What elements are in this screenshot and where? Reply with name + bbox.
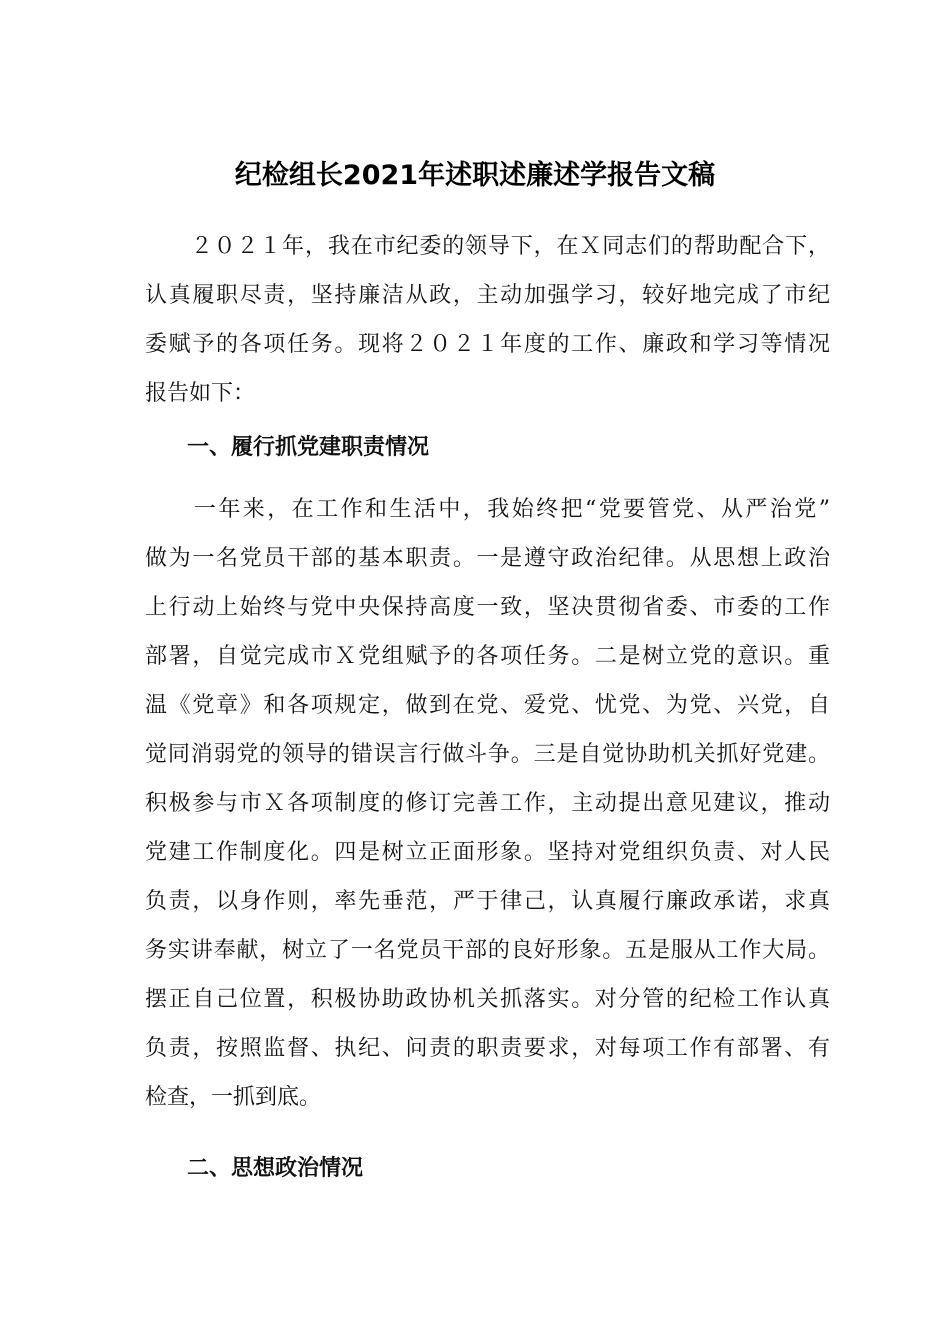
section1-line: 部署，自觉完成市Ｘ党组赋予的各项任务。二是树立党的意识。重 (145, 644, 830, 669)
section-heading-1: 一、履行抓党建职责情况 (187, 434, 430, 460)
document-title: 纪检组长2021年述职述廉述学报告文稿 (234, 160, 716, 191)
section1-line: 党建工作制度化。四是树立正面形象。坚持对党组织负责、对人民 (145, 840, 830, 865)
section1-line: 一年来，在工作和生活中，我始终把“党要管党、从严治党” (145, 497, 830, 522)
section1-line: 温《党章》和各项规定，做到在党、爱党、忧党、为党、兴党，自 (145, 693, 830, 718)
section1-line: 负责，按照监督、执纪、问责的职责要求，对每项工作有部署、有 (145, 1036, 830, 1061)
section1-line: 负责，以身作则，率先垂范，严于律己，认真履行廉政承诺，求真 (145, 889, 830, 914)
section1-line: 做为一名党员干部的基本职责。一是遵守政治纪律。从思想上政治 (145, 546, 830, 571)
section1-line: 检查，一抓到底。 (145, 1085, 322, 1110)
section1-paragraph (145, 485, 830, 1122)
section1-line: 务实讲奉献，树立了一名党员干部的良好形象。五是服从工作大局。 (145, 938, 830, 963)
intro-line: 报告如下： (145, 381, 256, 406)
intro-paragraph (145, 222, 830, 418)
section-heading-2: 二、思想政治情况 (187, 1155, 364, 1181)
intro-line: ２０２１年，我在市纪委的领导下，在Ｘ同志们的帮助配合下， (145, 234, 830, 259)
intro-line: 认真履职尽责，坚持廉洁从政，主动加强学习，较好地完成了市纪 (145, 283, 830, 308)
section1-line: 积极参与市Ｘ各项制度的修订完善工作，主动提出意见建议，推动 (145, 791, 830, 816)
section1-line: 摆正自己位置，积极协助政协机关抓落实。对分管的纪检工作认真 (145, 987, 830, 1012)
intro-line: 委赋予的各项任务。现将２０２１年度的工作、廉政和学习等情况 (145, 332, 830, 357)
section1-line: 上行动上始终与党中央保持高度一致，坚决贯彻省委、市委的工作 (145, 595, 830, 620)
section1-line: 觉同消弱党的领导的错误言行做斗争。三是自觉协助机关抓好党建。 (145, 742, 830, 767)
